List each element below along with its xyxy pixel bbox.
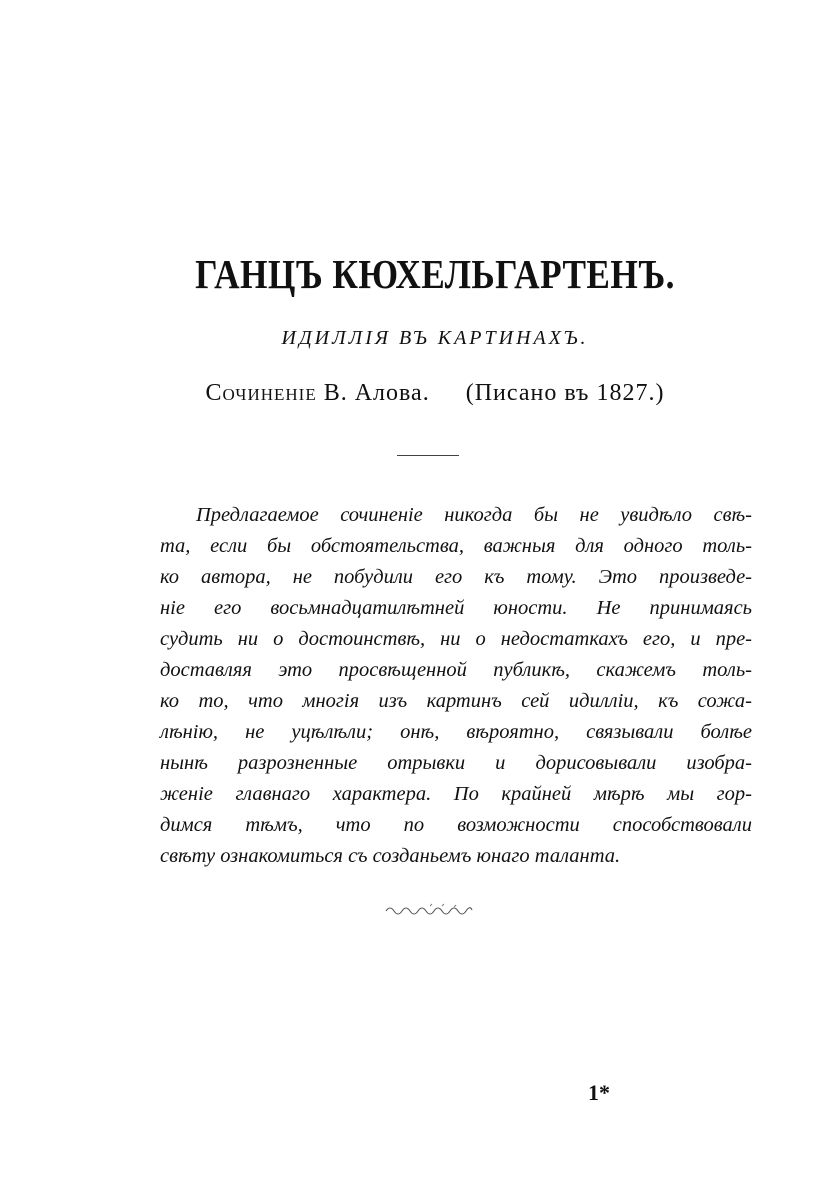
author-name: В. Алова. [323, 380, 430, 406]
preface-line: та, если бы обстоятельства, важныя для одного толь- [160, 535, 752, 557]
preface-line: ніе его восьмнадцатилѣтней юности. Не принимаясь [160, 597, 752, 619]
work-title: ГАНЦЪ КЮХЕЛЬГАРТЕНЪ. [195, 251, 675, 297]
preface-line: женіе главнаго характера. По крайней мѣрѣ мы гор- [160, 783, 752, 805]
ornament-divider-icon [384, 902, 474, 916]
written-note: (Писано въ 1827.) [465, 380, 665, 406]
preface-line: свѣту ознакомиться съ созданьемъ юнаго таланта. [160, 845, 621, 867]
author-label: Сочиненіе [205, 380, 317, 406]
preface-line: ко то, что многія изъ картинъ сей идилліи, къ сожа- [160, 690, 752, 712]
preface-line: доставляя это просвѣщенной публикѣ, скажемъ толь- [160, 659, 752, 681]
page-number: 1* [588, 1080, 610, 1105]
author-line [0, 380, 840, 407]
preface-paragraph [160, 500, 752, 872]
title-divider [397, 455, 459, 456]
preface-line: нынѣ разрозненные отрывки и дорисовывали изобра- [160, 752, 752, 774]
work-subtitle: ИДИЛЛІЯ ВЪ КАРТИНАХЪ. [281, 327, 589, 349]
preface-line: судить ни о достоинствѣ, ни о недостаткахъ его, и пре- [160, 628, 752, 650]
preface-line: димся тѣмъ, что по возможности способствовали [160, 814, 752, 836]
preface-line: Предлагаемое сочиненіе никогда бы не увидѣло свѣ- [196, 504, 752, 526]
preface-line: лѣнію, не уцѣлѣли; онѣ, вѣроятно, связывали болѣе [160, 721, 752, 743]
preface-line: ко автора, не побудили его къ тому. Это произведе- [160, 566, 752, 588]
